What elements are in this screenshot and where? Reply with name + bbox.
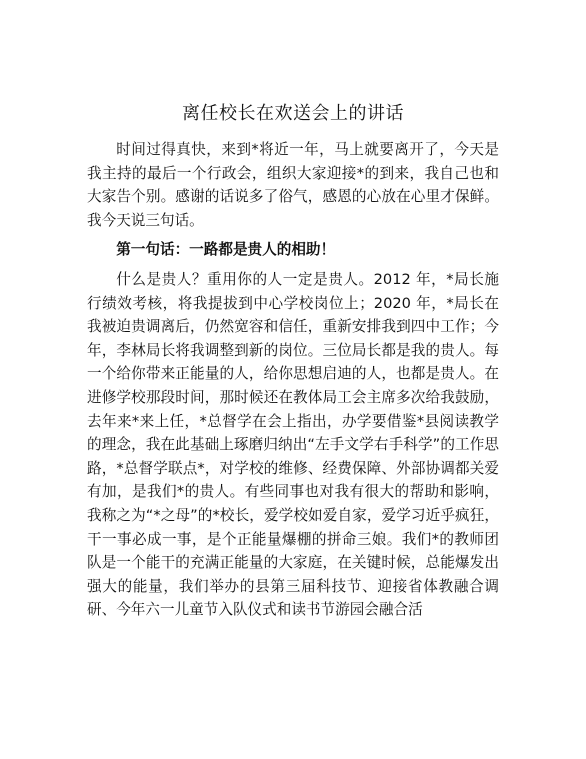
paragraph-benefactors: 什么是贵人？重用你的人一定是贵人。2012 年，*局长施行绩效考核，将我提拔到中心学校岗位上；2020 年，*局长在我被迫贵调离后，仍然宽容和信任，重新安排我到四中工作；今年，李林局长将我调整到新的岗位。三位局长都是我的贵人。每一个给你带来正能量的人，给你思想启迪的人，也都是贵人。在进修学校那段时间，那时候还在教体局工会主席多次给我鼓励，去年来*来上任，*总督学在会上指出，办学要借鉴*县阅读教学的理念，我在此基础上琢磨归纳出“左手文学右手科学”的工作思路，*总督学联点*，对学校的维修、经费保障、外部协调都关爱有加，是我们*的贵人。有些同事也对我有很大的帮助和影响，我称之为“*之母”的*校长，爱学校如爱自家，爱学习近乎疯狂，干一事必成一事，是个正能量爆棚的拼命三娘。我们*的教师团队是一个能干的充满正能量的大家庭，在关键时候，总能爆发出强大的能量，我们举办的县第三届科技节、迎接省体教融合调研、今年六一儿童节入队仪式和读书节游园会融合活 [87,270,499,619]
document-title: 离任校长在欢送会上的讲话 [182,103,404,124]
paragraph-intro: 时间过得真快，来到*将近一年，马上就要离开了，今天是我主持的最后一个行政会，组织大家迎接*的到来，我自己也和大家告个别。感谢的话说多了俗气，感恩的心放在心里才保鲜。我今天说三句话。 [87,141,499,229]
document-body [87,138,499,622]
paragraph-first-point: 第一句话：一路都是贵人的相助！ [116,241,336,259]
